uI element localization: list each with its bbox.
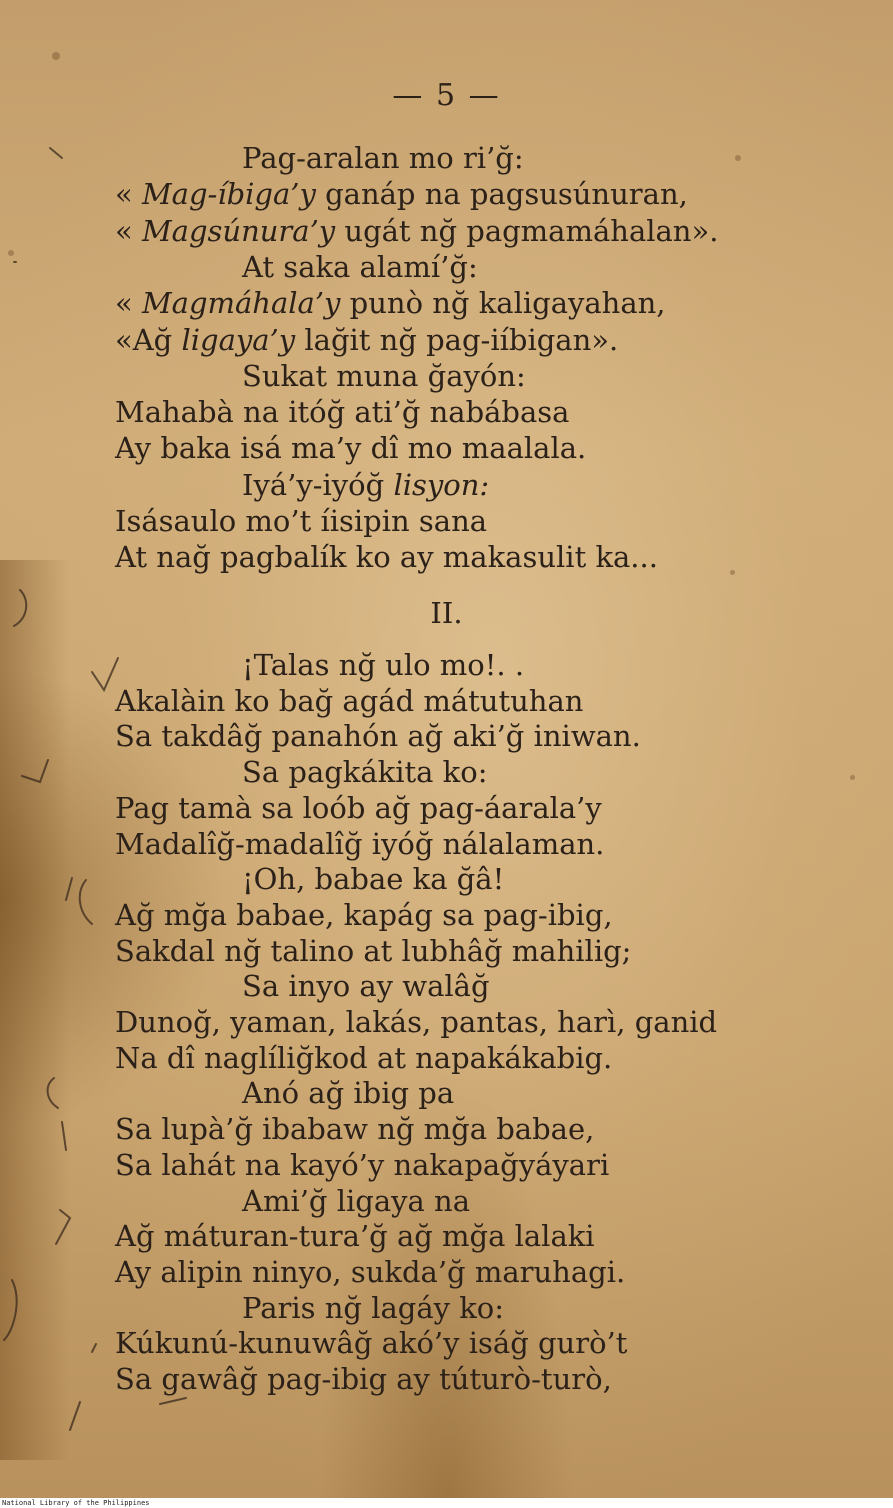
line-text: Sukat muna ğayón:	[242, 358, 526, 393]
line-text: Dunoğ, yaman, lakás, pantas, harì, ganid	[115, 1005, 718, 1039]
line-text: Ay alipin ninyo, sukda’ğ maruhagi.	[115, 1254, 626, 1289]
poem-line	[115, 719, 641, 753]
line-text: punò nğ kaligayahan,	[340, 286, 666, 321]
line-text: Sa gawâğ pag-ibig ay túturò-turò,	[115, 1362, 612, 1396]
poem-line	[115, 431, 586, 465]
poem-line	[115, 1255, 625, 1289]
poem-line	[242, 141, 524, 175]
line-text: «	[115, 177, 142, 212]
line-text: Mahabà na itóğ ati’ğ nabábasa	[115, 395, 570, 430]
line-text: lağit nğ pag-iíbigan».	[295, 322, 619, 357]
line-text: Ağ mğa babae, kapág sa pag-ibig,	[115, 897, 613, 932]
line-text: Kúkunú-kunuwâğ akó’y isáğ gurò’t	[115, 1326, 628, 1361]
line-text: Sa inyo ay walâğ	[242, 969, 490, 1004]
poem-line	[242, 755, 487, 789]
poem-line	[115, 791, 602, 825]
foxing-spot	[730, 570, 735, 575]
poem-line	[115, 1326, 627, 1360]
poem-line	[115, 934, 631, 968]
line-text: Paris nğ lagáy ko:	[242, 1290, 505, 1325]
poem-line	[115, 1112, 594, 1146]
poem-line	[115, 504, 487, 538]
poem-line	[242, 359, 526, 393]
poem-line	[115, 286, 666, 320]
poem-line	[115, 827, 604, 861]
line-text: Sakdal nğ talino at lubhâğ mahilig;	[115, 933, 632, 968]
italic-text: lisyon:	[393, 467, 490, 502]
poem-line	[115, 898, 613, 932]
line-text: Anó ağ ibig pa	[242, 1076, 455, 1111]
line-text: Ay baka isá ma’y dî mo maalala.	[115, 431, 587, 466]
line-text: ¡Oh, babae ka ğâ!	[242, 862, 505, 897]
line-text: At saka alamí’ğ:	[242, 249, 478, 284]
poem-line	[242, 1076, 454, 1110]
section-heading: II.	[430, 596, 463, 630]
line-text: ¡Talas nğ ulo mo!. .	[242, 648, 525, 682]
italic-text: Magsúnura’y	[141, 213, 336, 248]
page-edge-stain	[0, 560, 70, 1460]
line-text: Isásaulo mo’t íisipin sana	[115, 504, 488, 538]
scan-credit: National Library of the Philippines	[2, 1499, 154, 1508]
italic-text: Mag-íbiga’y	[141, 177, 316, 212]
poem-line	[242, 468, 489, 502]
line-text: «	[115, 213, 142, 248]
line-text: Sa lupà’ğ ibabaw nğ mğa babae,	[115, 1112, 595, 1147]
foxing-spot	[850, 775, 855, 780]
poem-line	[242, 250, 478, 284]
italic-text: ligaya’y	[181, 322, 296, 357]
line-text: «	[115, 286, 142, 321]
line-text: At nağ pagbalík ko ay makasulit ka...	[115, 540, 658, 575]
poem-line	[242, 969, 490, 1003]
line-text: Sa lahát na kayó’y nakapağyáyari	[115, 1147, 610, 1182]
poem-line	[115, 1362, 612, 1396]
poem-line	[115, 1148, 609, 1182]
line-text: Ağ máturan-tura’ğ ağ mğa lalaki	[115, 1219, 595, 1254]
line-text: Pag tamà sa loób ağ pag-áarala’y	[115, 790, 602, 825]
poem-line	[115, 1005, 717, 1039]
poem-line	[115, 395, 569, 429]
poem-line	[242, 1291, 504, 1325]
line-text: Sa pagkákita ko:	[242, 755, 488, 790]
line-text: Na dî naglíliğkod at napakákabig.	[115, 1040, 613, 1075]
poem-line	[115, 684, 583, 718]
line-text: Pag-aralan mo ri’ğ:	[242, 141, 524, 175]
page-number: — 5 —	[392, 78, 501, 113]
poem-line	[115, 1219, 595, 1253]
poem-line	[242, 648, 524, 682]
poem-line	[242, 862, 504, 896]
line-text: «Ağ	[115, 322, 182, 357]
line-text: Madalîğ-madalîğ iyóğ nálalaman.	[115, 826, 605, 861]
poem-line	[115, 1041, 612, 1075]
poem-line	[115, 214, 718, 248]
poem-line	[115, 323, 618, 357]
poem-line	[242, 1184, 470, 1218]
line-text: ugát nğ pagmamáhalan».	[335, 213, 719, 248]
poem-line	[115, 540, 658, 574]
line-text: Sa takdâğ panahón ağ aki’ğ iniwan.	[115, 719, 641, 754]
line-text: Iyá’y-iyóğ	[242, 467, 394, 502]
line-text: ganáp na pagsusúnuran,	[315, 177, 688, 212]
line-text: Ami’ğ ligaya na	[242, 1183, 470, 1218]
line-text: Akalàin ko bağ agád mátutuhan	[115, 683, 584, 718]
poem-line	[115, 177, 688, 211]
foxing-spot	[735, 155, 741, 161]
foxing-spot	[8, 250, 14, 256]
italic-text: Magmáhala’y	[141, 286, 341, 321]
foxing-spot	[52, 52, 60, 60]
